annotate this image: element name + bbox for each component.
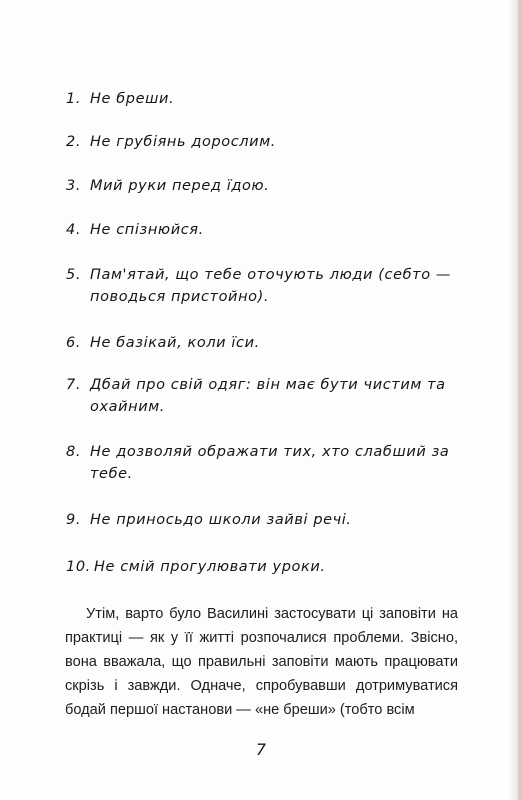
rule-number: 5.	[66, 267, 82, 283]
page-number: 7	[255, 740, 267, 759]
page-edge-tint	[518, 0, 522, 800]
rule-text: Не приносьдо школи зайві речі.	[90, 512, 352, 528]
rule-number: 6.	[66, 335, 82, 351]
rule-text: Не смій прогулювати уроки.	[94, 559, 326, 575]
rule-text: Не бреши.	[90, 91, 175, 107]
rule-number: 10.	[66, 559, 91, 575]
rule-item	[66, 175, 466, 197]
rule-item	[66, 374, 466, 418]
rule-number: 4.	[66, 222, 82, 238]
rule-item	[66, 88, 466, 110]
rule-text: Мий руки перед їдою.	[90, 178, 270, 194]
rule-number: 3.	[66, 178, 82, 194]
rule-item	[66, 556, 466, 578]
rule-text: Не грубіянь дорослим.	[90, 134, 276, 150]
body-paragraph: Утім, варто було Василині застосувати ці заповіти на практиці — як у її житті розпочалися проблеми. Звісно, вона вважала, що правильні заповіти мають працювати скрізь і завжди. Одначе, спробувавши дотримуватися бодай першої настанови — «не бреши» (тобто всім	[65, 606, 458, 718]
rule-text: Не спізнюйся.	[90, 222, 204, 238]
rule-number: 1.	[66, 91, 82, 107]
body-text	[65, 602, 458, 722]
rule-number: 2.	[66, 134, 82, 150]
rule-text: Не дозволяй ображати тих, хто слабший за тебе.	[90, 444, 450, 482]
rule-item	[66, 441, 466, 485]
rule-item	[66, 264, 466, 308]
rule-item	[66, 332, 466, 354]
rule-item	[66, 219, 466, 241]
rule-number: 7.	[66, 377, 82, 393]
rule-item	[66, 509, 466, 531]
rule-number: 8.	[66, 444, 82, 460]
rule-text: Не базікай, коли їси.	[90, 335, 260, 351]
rule-text: Дбай про свій одяг: він має бути чистим та охайним.	[90, 377, 446, 415]
rule-number: 9.	[66, 512, 82, 528]
rule-text: Пам'ятай, що тебе оточують люди (себто — поводься пристойно).	[90, 267, 451, 305]
rule-item	[66, 131, 466, 153]
